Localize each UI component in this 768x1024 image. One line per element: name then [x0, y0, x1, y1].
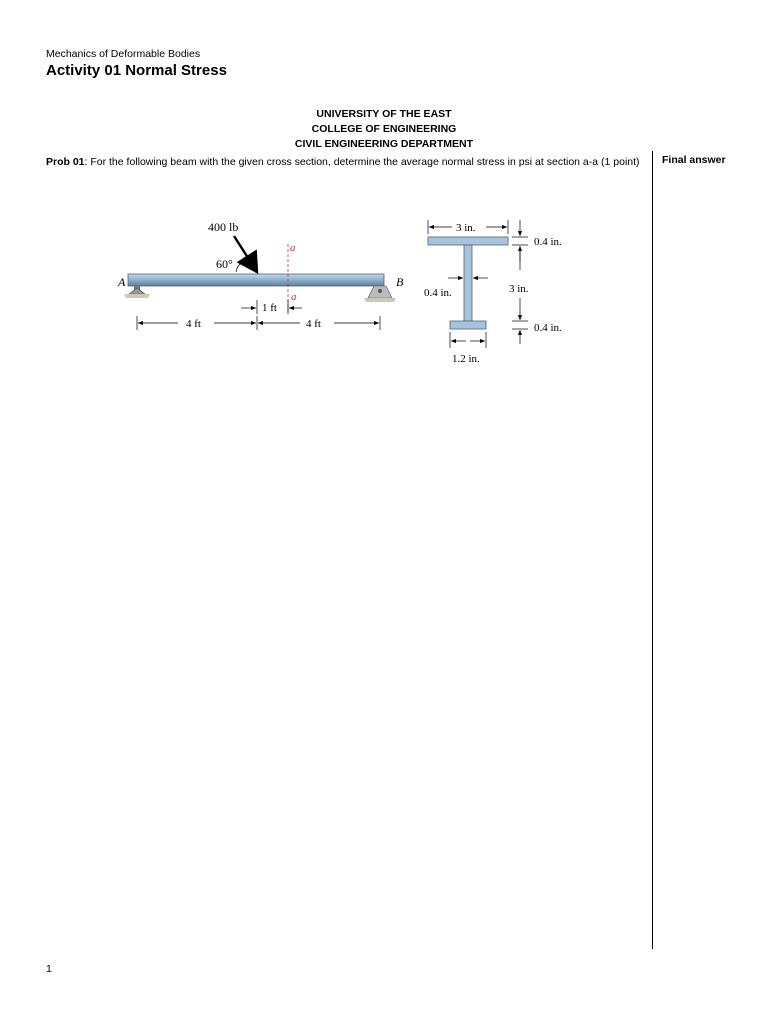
web-thickness-label: 0.4 in. [424, 287, 452, 299]
support-left [124, 286, 150, 298]
dim-left-span-label: 4 ft [186, 318, 201, 330]
flange-width-label: 3 in. [456, 222, 476, 234]
section-label-top: a [290, 242, 296, 254]
problem-text: : For the following beam with the given cross section, determine the average normal stress in psi at section a-a (1 point) [84, 156, 640, 168]
final-answer-label: Final answer [662, 154, 726, 166]
load-label: 400 lb [208, 220, 239, 234]
angle-label: 60° [216, 257, 233, 271]
course-subject: Mechanics of Deformable Bodies [46, 48, 201, 60]
page-number: 1 [46, 963, 52, 975]
load-arrow [234, 236, 257, 272]
dim-bottom-flange [512, 321, 528, 344]
activity-title: Activity 01 Normal Stress [46, 62, 227, 79]
header-university: UNIVERSITY OF THE EAST [316, 108, 452, 120]
header-department: CIVIL ENGINEERING DEPARTMENT [294, 138, 474, 150]
dim-spans [137, 316, 380, 330]
angle-arc [236, 260, 249, 272]
dim-right-span-label: 4 ft [306, 318, 321, 330]
dim-bottom-flange-width [450, 332, 486, 348]
beam-figure [0, 0, 768, 400]
bottom-flange-width-label: 1.2 in. [452, 353, 480, 365]
cross-section [428, 237, 508, 329]
support-left-label: A [118, 275, 126, 289]
dim-offset-label: 1 ft [262, 302, 277, 314]
web-height-label: 3 in. [509, 283, 529, 295]
header-college: COLLEGE OF ENGINEERING [311, 123, 457, 135]
beam [128, 274, 384, 286]
support-right [364, 286, 396, 302]
top-flange-thickness-label: 0.4 in. [534, 236, 562, 248]
bottom-flange-thickness-label: 0.4 in. [534, 322, 562, 334]
section-label-bottom: a [291, 291, 297, 303]
support-right-label: B [396, 275, 404, 289]
problem-label: Prob 01 [46, 156, 85, 168]
